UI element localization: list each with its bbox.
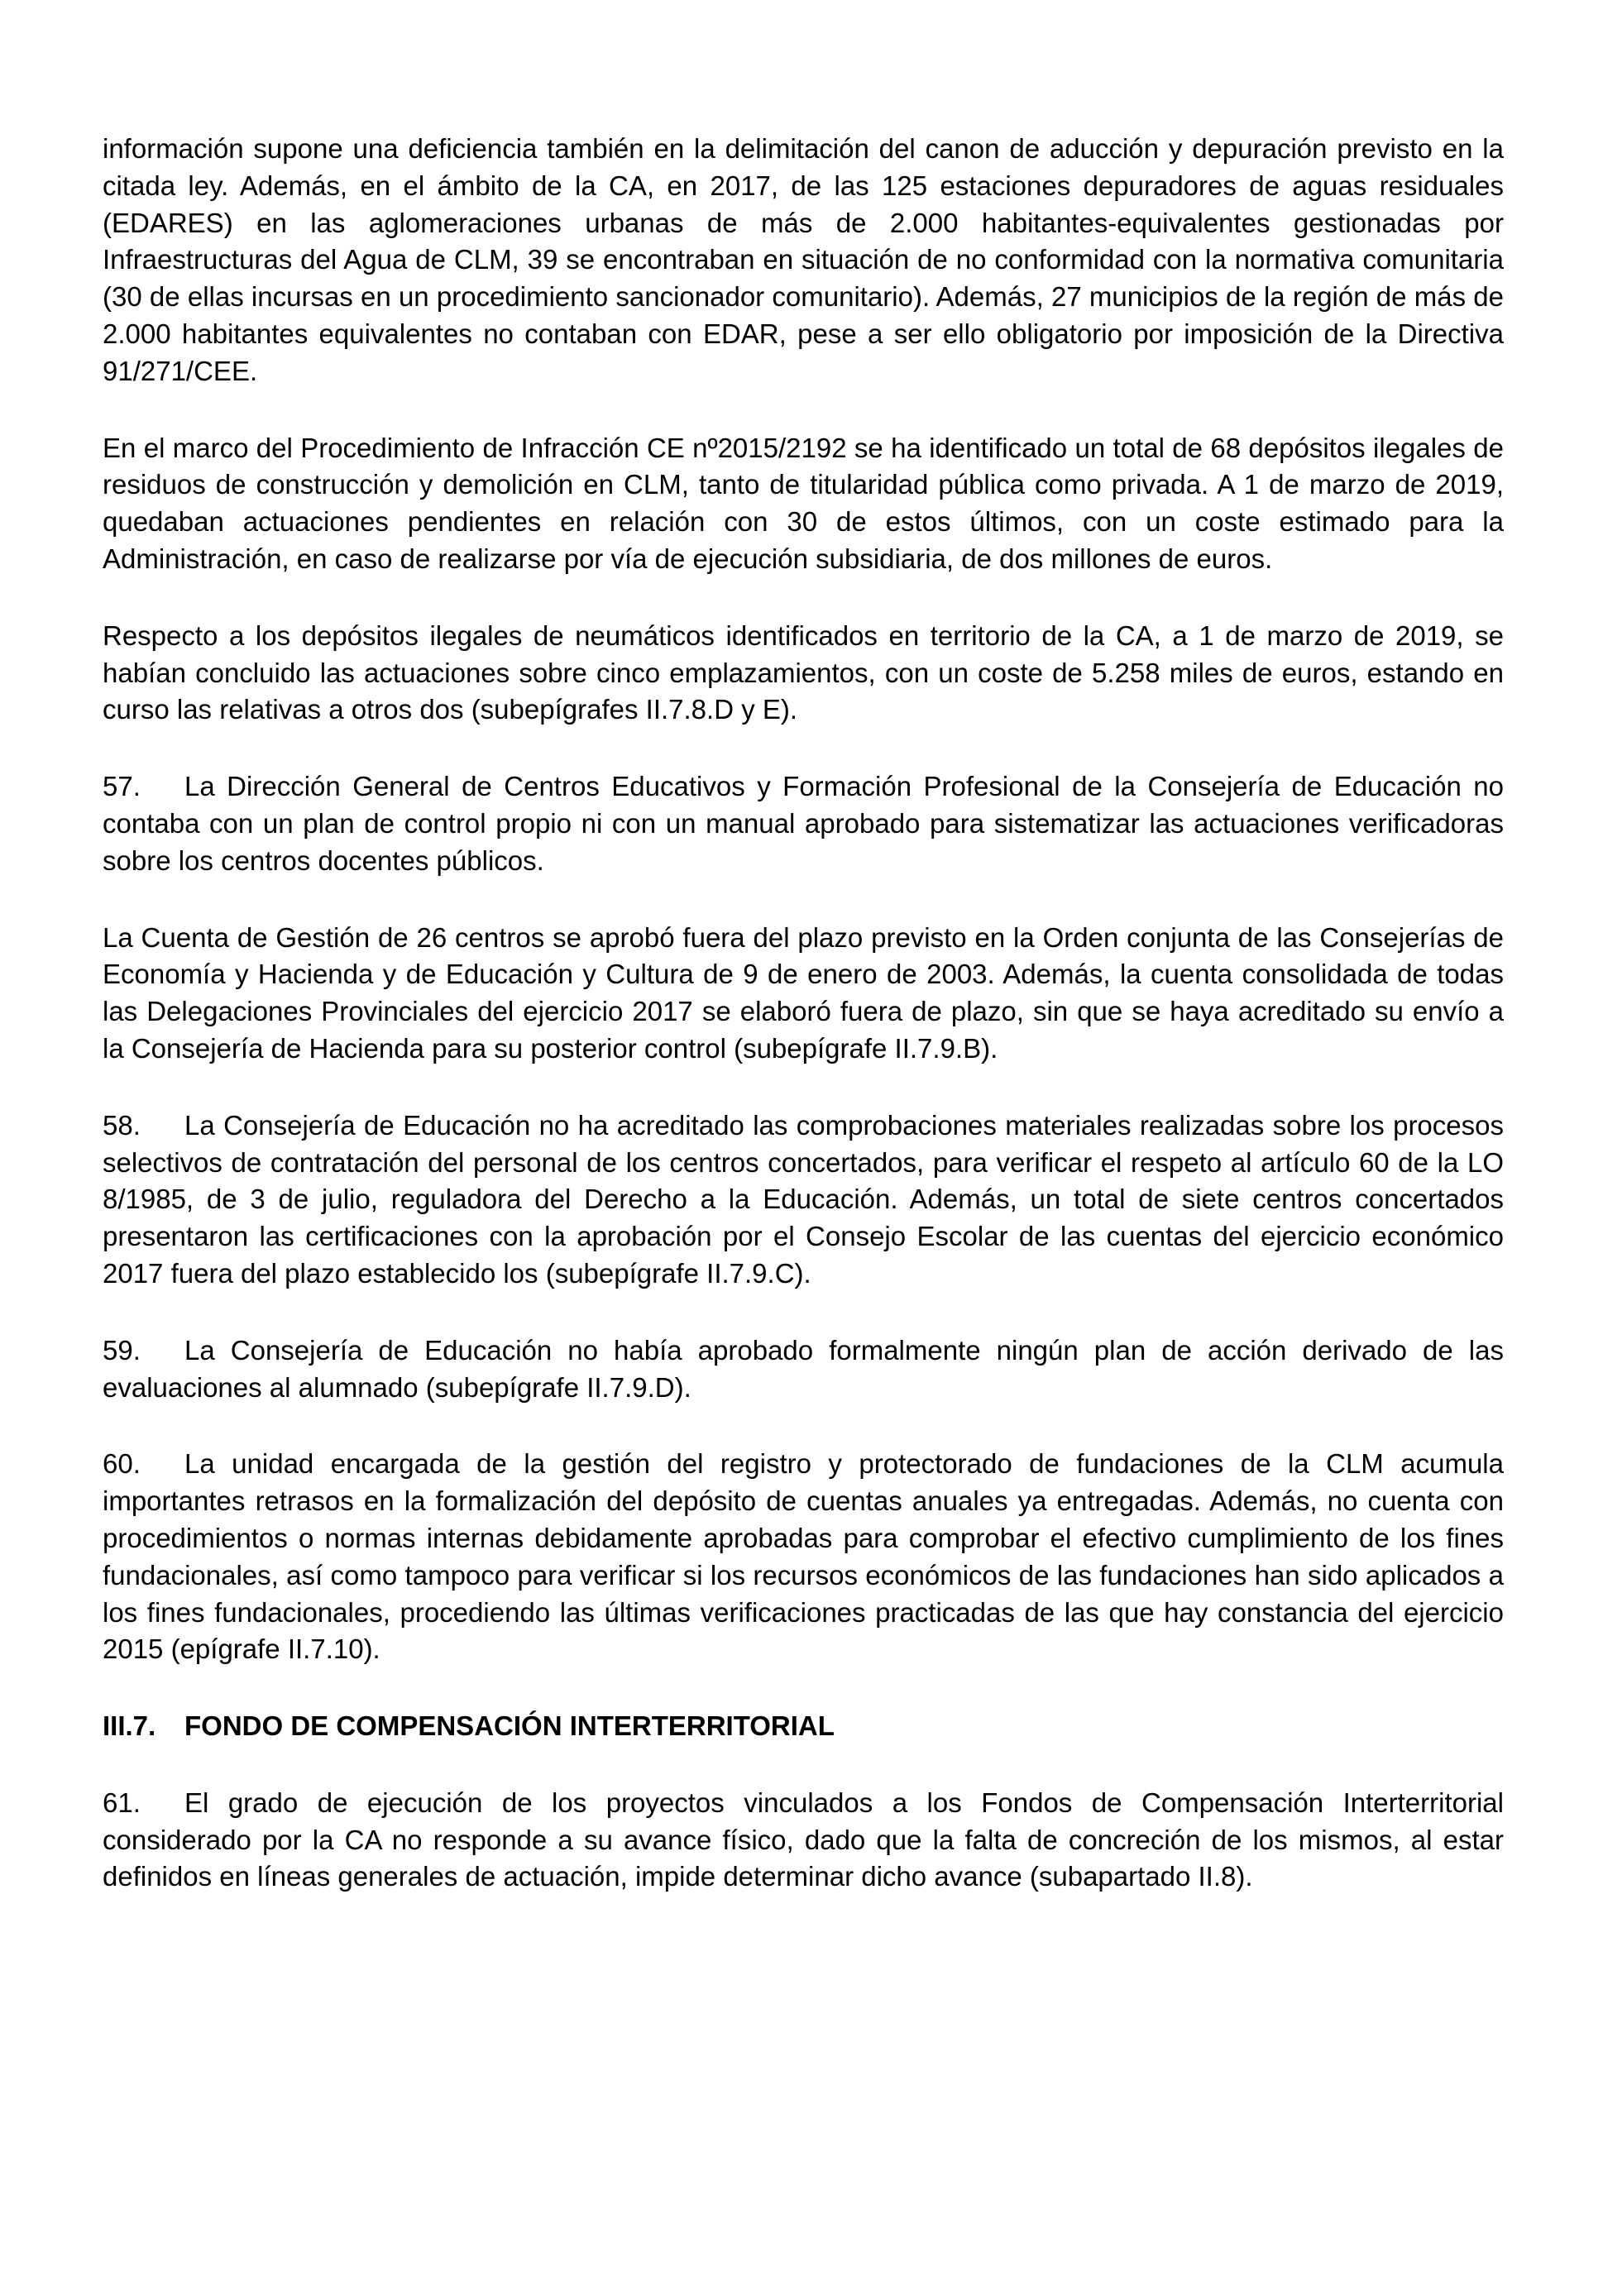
paragraph-number: 58. — [103, 1109, 141, 1141]
paragraph-number: 59. — [103, 1334, 141, 1366]
paragraph-number: 60. — [103, 1448, 141, 1480]
paragraph-number: 61. — [103, 1787, 141, 1818]
paragraph-text: La Consejería de Educación no ha acreditado las comprobaciones materiales realizadas sobre los procesos selectivos de contratación del personal de los centros concertados, para verificar el respeto al artículo 60 de la LO 8/1985, de 3 de julio, reguladora del Derecho a la Educación. Además, un total de siete centros concertados presentaron las certificaciones con la aprobación por el Consejo Escolar de las cuentas del ejercicio económico 2017 fuera del plazo establecido los (subepígrafe II.7.9.C). — [103, 1109, 1504, 1289]
paragraph-text: La unidad encargada de la gestión del registro y protectorado de fundaciones de la CLM acumula importantes retrasos en la formalización del depósito de cuentas anuales ya entregadas. Además, no cuenta con procedimientos o normas internas debidamente aprobadas para comprobar el efectivo cumplimiento de los fines fundacionales, así como tampoco para verificar si los recursos económicos de las fundaciones han sido aplicados a los fines fundacionales, procediendo las últimas verificaciones practicadas de las que hay constancia del ejercicio 2015 (epígrafe II.7.10). — [103, 1448, 1504, 1665]
document-page — [103, 131, 1504, 1935]
paragraph-text: La Cuenta de Gestión de 26 centros se aprobó fuera del plazo previsto en la Orden conjunta de las Consejerías de Economía y Hacienda y de Educación y Cultura de 9 de enero de 2003. Además, la cuenta consolidada de todas las Delegaciones Provinciales del ejercicio 2017 se elaboró fuera de plazo, sin que se haya acreditado su envío a la Consejería de Hacienda para su posterior control (subepígrafe II.7.9.B). — [103, 921, 1504, 1064]
paragraph-59 — [103, 1332, 1504, 1407]
paragraph-text: La Consejería de Educación no había aprobado formalmente ningún plan de acción derivado de las evaluaciones al alumnado (subepígrafe II.7.9.D). — [103, 1334, 1504, 1403]
section-number: III.7. — [103, 1710, 156, 1742]
paragraph-text: Respecto a los depósitos ilegales de neumáticos identificados en territorio de la CA, a 1 de marzo de 2019, se habían concluido las actuaciones sobre cinco emplazamientos, con un coste de 5.258 miles de euros, estando en curso las relativas a otros dos (subepígrafes II.7.8.D y E). — [103, 619, 1504, 725]
paragraph-text: La Dirección General de Centros Educativos y Formación Profesional de la Consejería de Educación no contaba con un plan de control propio ni con un manual aprobado para sistematizar las actuaciones verificadoras sobre los centros docentes públicos. — [103, 771, 1504, 876]
paragraph-number: 57. — [103, 771, 141, 802]
paragraph-57 — [103, 768, 1504, 879]
paragraph-text: El grado de ejecución de los proyectos vinculados a los Fondos de Compensación Interterritorial considerado por la CA no responde a su avance físico, dado que la falta de concreción de los mismos, al estar definidos en líneas generales de actuación, impide determinar dicho avance (subapartado II.8). — [103, 1787, 1504, 1892]
paragraph-58 — [103, 1107, 1504, 1293]
paragraph-61 — [103, 1785, 1504, 1896]
paragraph-text: información supone una deficiencia también en la delimitación del canon de aducción y depuración previsto en la citada ley. Además, en el ámbito de la CA, en 2017, de las 125 estaciones depuradores de aguas residuales (EDARES) en las aglomeraciones urbanas de más de 2.000 habitantes-equivalentes gestionadas por Infraestructuras del Agua de CLM, 39 se encontraban en situación de no conformidad con la normativa comunitaria (30 de ellas incursas en un procedimiento sancionador comunitario). Además, 27 municipios de la región de más de 2.000 habitantes equivalentes no contaban con EDAR, pese a ser ello obligatorio por imposición de la Directiva 91/271/CEE. — [103, 133, 1504, 386]
section-heading — [103, 1708, 1504, 1745]
paragraph-construction-waste — [103, 430, 1504, 578]
paragraph-text: En el marco del Procedimiento de Infracción CE nº2015/2192 se ha identificado un total de 68 depósitos ilegales de residuos de construcción y demolición en CLM, tanto de titularidad pública como privada. A 1 de marzo de 2019, quedaban actuaciones pendientes en relación con 30 de estos últimos, con un coste estimado para la Administración, en caso de realizarse por vía de ejecución subsidiaria, de dos millones de euros. — [103, 432, 1504, 574]
paragraph-edar-continuation — [103, 131, 1504, 390]
paragraph-tyre-deposits — [103, 618, 1504, 729]
section-title: FONDO DE COMPENSACIÓN INTERTERRITORIAL — [184, 1710, 835, 1742]
paragraph-60 — [103, 1446, 1504, 1668]
paragraph-cuenta-gestion — [103, 920, 1504, 1068]
